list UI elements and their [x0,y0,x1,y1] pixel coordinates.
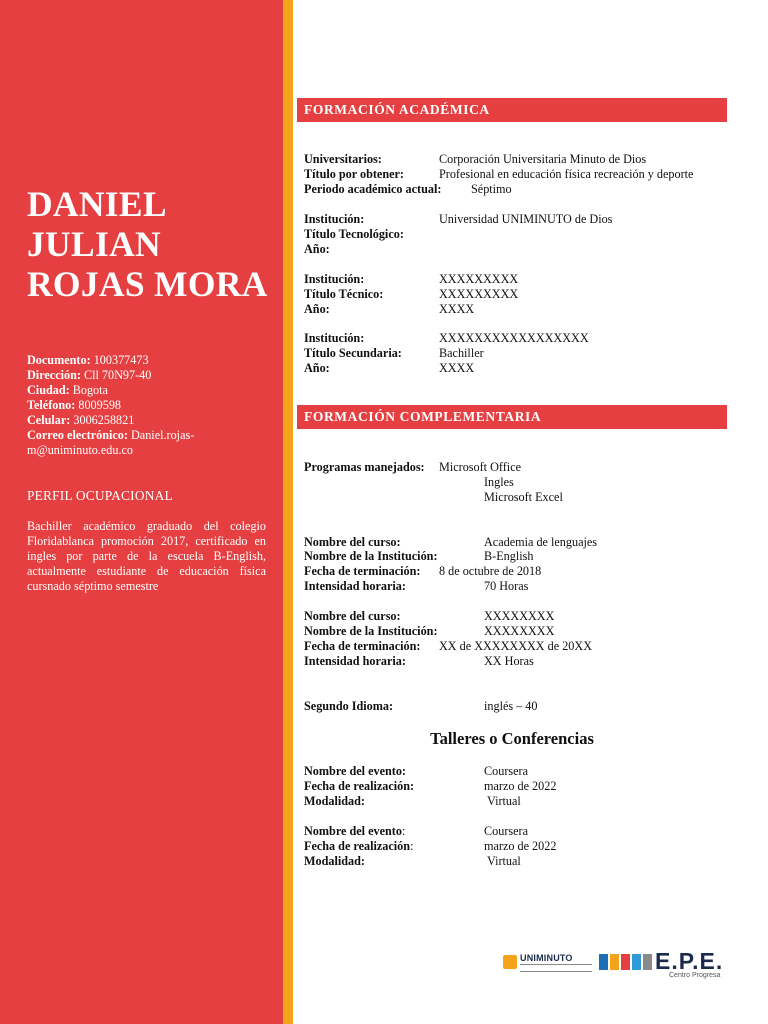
contact-row-direccion [27,368,267,383]
field-row [304,609,555,624]
field-value: B-English [484,549,534,563]
field-value: 8 de octubre de 2018 [439,564,542,578]
field-label: Modalidad: [304,794,365,808]
field-value: XX Horas [484,654,534,668]
field-value: Coursera [484,764,528,778]
field-label: Nombre del curso: [304,535,401,549]
contact-value: 100377473 [90,353,149,367]
field-value: Séptimo [471,182,512,196]
field-row [304,824,528,839]
field-value: Virtual [487,794,521,808]
uniminuto-logo-text: UNIMINUTO [520,953,573,963]
contact-row-celular [27,413,267,428]
footer-logos [503,948,723,980]
perfil-text: Bachiller académico graduado del colegio Floridablanca promoción 2017, certificado en ingles por parte de la escuela B-English, actualmente estudiante de educación física cursnado séptimo semestre [27,519,266,593]
program-item: Microsoft Office [439,460,522,474]
field-value: Virtual [487,854,521,868]
section-header-academica: FORMACIÓN ACADÉMICA [297,98,727,122]
field-label: Universitarios: [304,152,382,166]
field-row [304,564,542,579]
email-link[interactable]: Daniel.rojas-m@uniminuto.edu.co [27,428,195,457]
contact-row-ciudad [27,383,267,398]
field-row [304,361,475,376]
field-row [304,854,521,869]
field-row [304,302,475,317]
field-colon: : [410,839,414,853]
field-value: Academia de lenguajes [484,535,598,549]
field-row [304,460,522,475]
uniminuto-subtitle-lines [520,964,592,972]
field-label: Modalidad: [304,854,365,868]
epe-block-icon [621,954,630,970]
field-value: Bachiller [439,346,484,360]
field-row [304,794,521,809]
contact-row-documento [27,353,267,368]
accent-stripe [283,0,293,1024]
field-label: Intensidad horaria: [304,654,406,668]
field-row [304,839,557,854]
contact-row-telefono [27,398,267,413]
field-label: Año: [304,242,330,256]
contact-value: Cll 70N97-40 [80,368,152,382]
field-row [304,654,534,669]
field-row [304,227,404,242]
epe-block-icon [632,954,641,970]
field-value: Profesional en educación física recreación y deporte [439,167,694,181]
field-row [304,346,484,361]
field-value: XXXXXXXXX [439,272,519,286]
field-label: Nombre del evento [304,824,402,838]
field-label: Nombre del evento: [304,764,406,778]
field-colon: : [401,824,406,838]
field-label: Fecha de realización: [304,779,415,793]
field-row [304,182,512,197]
field-label: Año: [304,302,330,316]
epe-tagline: Centro Progresa [669,972,721,979]
section-header-complementaria: FORMACIÓN COMPLEMENTARIA [297,405,727,429]
uniminuto-mark-icon [503,955,517,969]
field-value: Coursera [484,824,528,838]
field-label: Título por obtener: [304,167,404,181]
epe-block-icon [643,954,652,970]
contact-value: Bogota [69,383,108,397]
talleres-title: Talleres o Conferencias [430,729,594,748]
field-label: Segundo Idioma: [304,699,394,713]
epe-logo-text: E.P.E. [655,948,724,974]
epe-block-icon [610,954,619,970]
field-value: XXXX [439,361,475,375]
field-label: Programas manejados: [304,460,425,474]
name-line: ROJAS MORA [27,264,268,304]
field-row [304,167,694,182]
field-label: Institución: [304,331,365,345]
field-row [304,212,613,227]
field-label: Fecha de realización [304,839,411,853]
field-row [304,764,528,779]
field-value: XX de XXXXXXXX de 20XX [439,639,592,653]
sidebar [0,0,283,1024]
field-row [304,639,592,654]
contact-label: Teléfono: [27,398,76,412]
field-row [304,579,529,594]
field-label: Institución: [304,272,365,286]
contact-info [27,353,267,458]
field-label: Nombre de la Institución: [304,549,438,563]
contact-label: Dirección: [27,368,81,382]
field-label: Título Secundaria: [304,346,402,360]
name-line: DANIEL [27,184,167,224]
field-row [304,272,519,287]
field-label: Nombre de la Institución: [304,624,438,638]
field-label: Año: [304,361,330,375]
field-label: Institución: [304,212,365,226]
perfil-title: PERFIL OCUPACIONAL [27,488,173,503]
field-row [304,287,519,302]
field-label: Fecha de terminación: [304,564,421,578]
program-item: Microsoft Excel [484,490,563,504]
field-row [304,242,330,257]
contact-label: Ciudad: [27,383,70,397]
field-value: XXXX [439,302,475,316]
contact-label: Celular: [27,413,71,427]
program-item: Ingles [484,475,514,489]
contact-value: 8009598 [75,398,121,412]
field-value: marzo de 2022 [484,839,557,853]
field-label: Fecha de terminación: [304,639,421,653]
contact-row-email [27,428,267,458]
field-label: Periodo académico actual: [304,182,442,196]
field-row [304,152,647,167]
field-value: Corporación Universitaria Minuto de Dios [439,152,647,166]
field-label: Nombre del curso: [304,609,401,623]
field-value: XXXXXXXXXXXXXXXXX [439,331,589,345]
candidate-name [27,184,277,304]
field-row [304,549,534,564]
epe-block-icon [599,954,608,970]
field-row [304,331,589,346]
field-value: XXXXXXXX [484,624,555,638]
field-label: Intensidad horaria: [304,579,406,593]
epe-logo [599,948,723,980]
field-value: inglés – 40 [484,699,538,713]
contact-label: Correo electrónico: [27,428,128,442]
field-label: Título Técnico: [304,287,384,301]
field-label: Título Tecnológico: [304,227,404,241]
uniminuto-logo [503,953,593,975]
name-line: JULIAN [27,224,161,264]
field-value: XXXXXXXXX [439,287,519,301]
contact-value: 3006258821 [70,413,135,427]
field-row [304,779,557,794]
field-row [304,624,555,639]
field-row [304,699,538,714]
field-value: marzo de 2022 [484,779,557,793]
contact-label: Documento: [27,353,91,367]
field-row [304,535,598,550]
field-value: Universidad UNIMINUTO de Dios [439,212,613,226]
field-value: 70 Horas [484,579,529,593]
field-value: XXXXXXXX [484,609,555,623]
